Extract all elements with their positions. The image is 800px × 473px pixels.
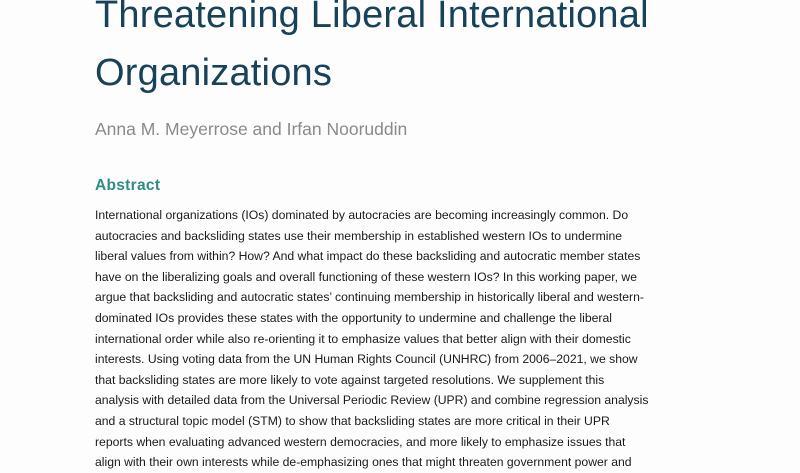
abstract-line: have on the liberalizing goals and overall functioning of these western IOs? In this working paper, we — [95, 269, 637, 284]
abstract-line: International organizations (IOs) dominated by autocracies are becoming increasingly common. Do — [95, 208, 629, 222]
abstract-line: interests. Using voting data from the UN Human Rights Council (UNHRC) from 2006–2021, we show — [95, 352, 638, 367]
abstract-line: align with their own interests while de-emphasizing ones that might threaten government power and — [95, 455, 632, 470]
paper-title — [95, 0, 785, 102]
abstract-line: reports when evaluating advanced western democracies, and more likely to emphasize issues that — [95, 434, 626, 449]
abstract-line: that backsliding states are more likely to vote against targeted resolutions. We supplement this — [95, 372, 605, 387]
abstract-line: and a structural topic model (STM) to show that backsliding states are more critical in their UPR — [95, 413, 610, 428]
abstract-line: autocracies and backsliding states use their membership in established western IOs to undermine — [95, 228, 623, 243]
abstract-heading: Abstract — [95, 177, 161, 194]
abstract-line: dominated IOs provides these states with the opportunity to undermine and challenge the liberal — [95, 310, 612, 325]
abstract-line: liberal values from within? How? And what impact do these backsliding and autocratic member states — [95, 249, 641, 264]
abstract-body — [95, 205, 715, 473]
title-line: Threatening Liberal International — [95, 0, 649, 36]
abstract-line: international order while also re-orienting it to emphasize values that better align with their domestic — [95, 331, 631, 346]
abstract-line: analysis with detailed data from the Universal Periodic Review (UPR) and combine regression analysis — [95, 393, 649, 408]
title-line: Organizations — [95, 52, 333, 94]
paper-authors: Anna M. Meyerrose and Irfan Nooruddin — [95, 119, 408, 139]
abstract-line: argue that backsliding and autocratic states’ continuing membership in historically liberal and western- — [95, 290, 644, 305]
